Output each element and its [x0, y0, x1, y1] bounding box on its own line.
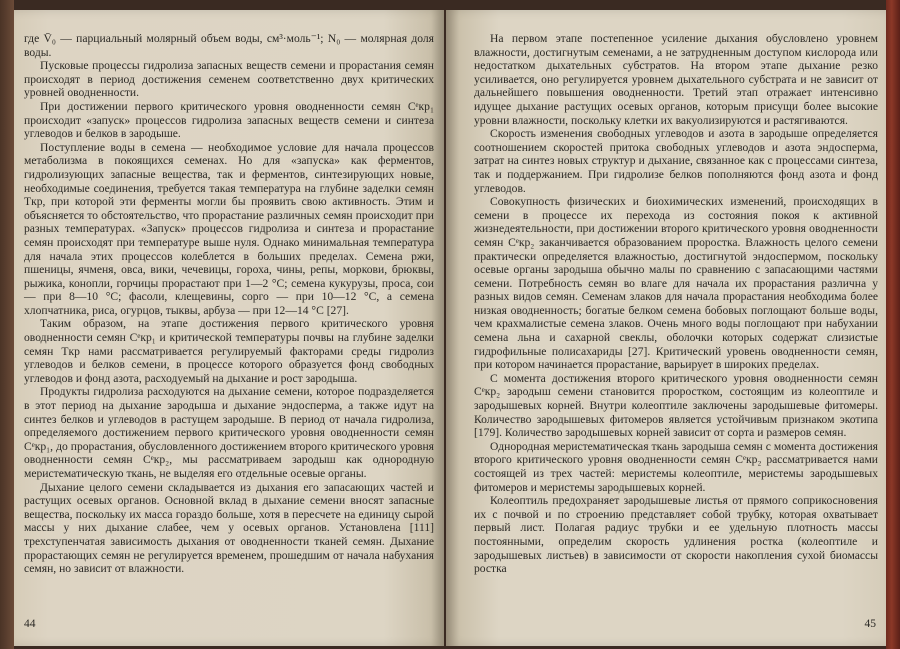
paragraph: С момента достижения второго критического уровня оводненности семян Cᵉкр₂ зародыш семени становится проростком, состоящим из колеоптиле и зародышевых корней. Внутри колеоптиле заключены зародышевые фитомеры. Количество зародышевых фитомеров является устойчивым признаком экотипа [179]. Количество зародышевых корней зависит от сорта и размеров семян.	[474, 371, 878, 440]
paragraph: Однородная меристематическая ткань зародыша семян с момента достижения второго критического уровня оводненности семян Cᵉкр₂ рассматривается нами состоящей из трех частей: меристемы колеоптиле, меристемы зародышевых фитомеров и меристемы зародышевых корней.	[474, 439, 878, 494]
paragraph: При достижении первого критического уровня оводненности семян Cᵉкр₁ происходит «запуск» процессов гидролиза запасных веществ семени и синтеза углеводов и белков в зародыше.	[24, 99, 434, 141]
paragraph: На первом этапе постепенное усиление дыхания обусловлено уровнем влажности, достигнутым семенами, а не затрудненным доступом кислорода или недостатком дыхательных субстратов. На втором этапе дыхание резко усиливается, оно регулируется уровнем дыхательного субстрата и не зависит от дальнейшего повышения оводненности. Третий этап отражает интенсивно идущее дыхание растущих осевых органов, которым присущи более высокие уровни влажности, поскольку клетки их вакуолизируются и растягиваются.	[474, 32, 878, 127]
left-page	[14, 10, 444, 646]
paragraph: Дыхание целого семени складывается из дыхания его запасающих частей и растущих осевых органов. Основной вклад в дыхание семени вносят запасные вещества, поскольку их масса гораздо больше, хотя в пересчете на единицу сырой массы у них дыхание слабее, чем у осевых органов. Установлена [111] трехступенчатая зависимость дыхания от оводненности тканей семян. Дыхание прорастающих семян не регулируется временем, прошедшим от начала набухания семян, но зависит от влажности.	[24, 480, 434, 576]
page-number-left: 44	[24, 618, 36, 630]
paragraph: Колеоптиль предохраняет зародышевые листья от прямого соприкосновения их с почвой и по строению представляет собой трубку, которая охватывает первый лист. Полагая радиус трубки и ее удельную плотность массы постоянными, определим скорость удлинения ростка (колеоптиле и зародышевых листьев) в зависимости от скорости накопления сухой биомассы ростка	[474, 494, 878, 576]
paragraph: где V̄₀ — парциальный молярный объем воды, см³·моль⁻¹; N₀ — молярная доля воды.	[24, 32, 434, 59]
left-page-text	[24, 32, 434, 576]
book-cover-edge-right	[886, 0, 900, 649]
right-page	[446, 10, 886, 646]
page-number-right: 45	[864, 618, 876, 630]
paragraph: Совокупность физических и биохимических изменений, происходящих в семени в процессе их перехода из состояния покоя к активной жизнедеятельности, при достижении второго критического уровня оводненности семян Cᵉкр₂ заканчивается образованием проростка. Влажность целого семени практически определяется влажностью, достигнутой эндоспермом, поскольку осевые органы зародыша обычно малы по сравнению с запасающими частями семени. Потребность семян во влаге для начала их прорастания различна у разных видов семян. Семенам злаков для начала прорастания необходима более низкая оводненность; богатые белком семена бобовых поглощают больше воды, чем крахмалистые семена злаков. Очень много воды поглощают при набухании семена льна и сахарной свеклы, оболочки которых содержат слизистые гидрофильные полисахариды [27]. Критический уровень оводненности семян, при котором начинается прорастание, варьирует в широких пределах.	[474, 195, 878, 372]
paragraph: Пусковые процессы гидролиза запасных веществ семени и прорастания семян происходят в период достижения семенем соответственно двух критических уровней оводненности.	[24, 59, 434, 100]
right-page-text	[474, 32, 878, 576]
paragraph: Продукты гидролиза расходуются на дыхание семени, которое подразделяется в этот период на дыхание зародыша и дыхание эндосперма, а также идут на синтез белков и углеводов в растущем зародыше. В период от начала гидролиза, определяемого достижением первого критического уровня оводненности семян Cᵉкр₁, до прорастания, обусловленного достижением второго критического уровня оводненности семян Cᵉкр₂, мы рассматриваем зародыш как однородную меристематическую ткань, не выделяя его отдельные осевые органы.	[24, 385, 434, 480]
paragraph: Скорость изменения свободных углеводов и азота в зародыше определяется соотношением скоростей притока свободных углеводов и азота эндосперма, затрат на синтез новых структур и дыхание, связанное как с процессами синтеза, так и поддержанием. При гидролизе белков пополняются фонд азота и фонд углеводов.	[474, 127, 878, 195]
book-cover-edge-left	[0, 0, 14, 649]
paragraph: Поступление воды в семена — необходимое условие для начала процессов метаболизма в покоящихся семенах. Но для «запуска» как ферментов, гидролизующих запасные вещества, так и ферментов, синтезирующих новые, необходимые соединения, требуется такая температура на глубине заделки семян Tкр, при которой эти ферменты могли бы проявить свою активность. Этим и объясняется то обстоятельство, что прорастание различных семян происходит при разных температурах. «Запуск» процессов гидролиза и синтеза и прорастание семян происходят при температуре выше нуля. Однако минимальная температура для начала этих процессов колеблется в больших пределах. Семена ржи, пшеницы, ячменя, овса, вики, чечевицы, гороха, чины, репы, моркови, брюквы, рыжика, конопли, горчицы прорастают при 1—2 °C; семена кукурузы, проса, сои — при 8—10 °C; фасоли, клещевины, сорго — при 10—12 °C, а семена хлопчатника, риса, огурцов, тыквы, арбуза — при 12—14 °C [27].	[24, 140, 434, 317]
paragraph: Таким образом, на этапе достижения первого критического уровня оводненности семян Cᵉкр₁ и критической температуры почвы на глубине заделки семян Tкр нами рассматривается регулируемый факторами среды гидролиз углеводов и белков семени, в процессе которого образуется фонд свободных углеводов и фонд азота, расходуемый на дыхание и рост зародыша.	[24, 317, 434, 385]
